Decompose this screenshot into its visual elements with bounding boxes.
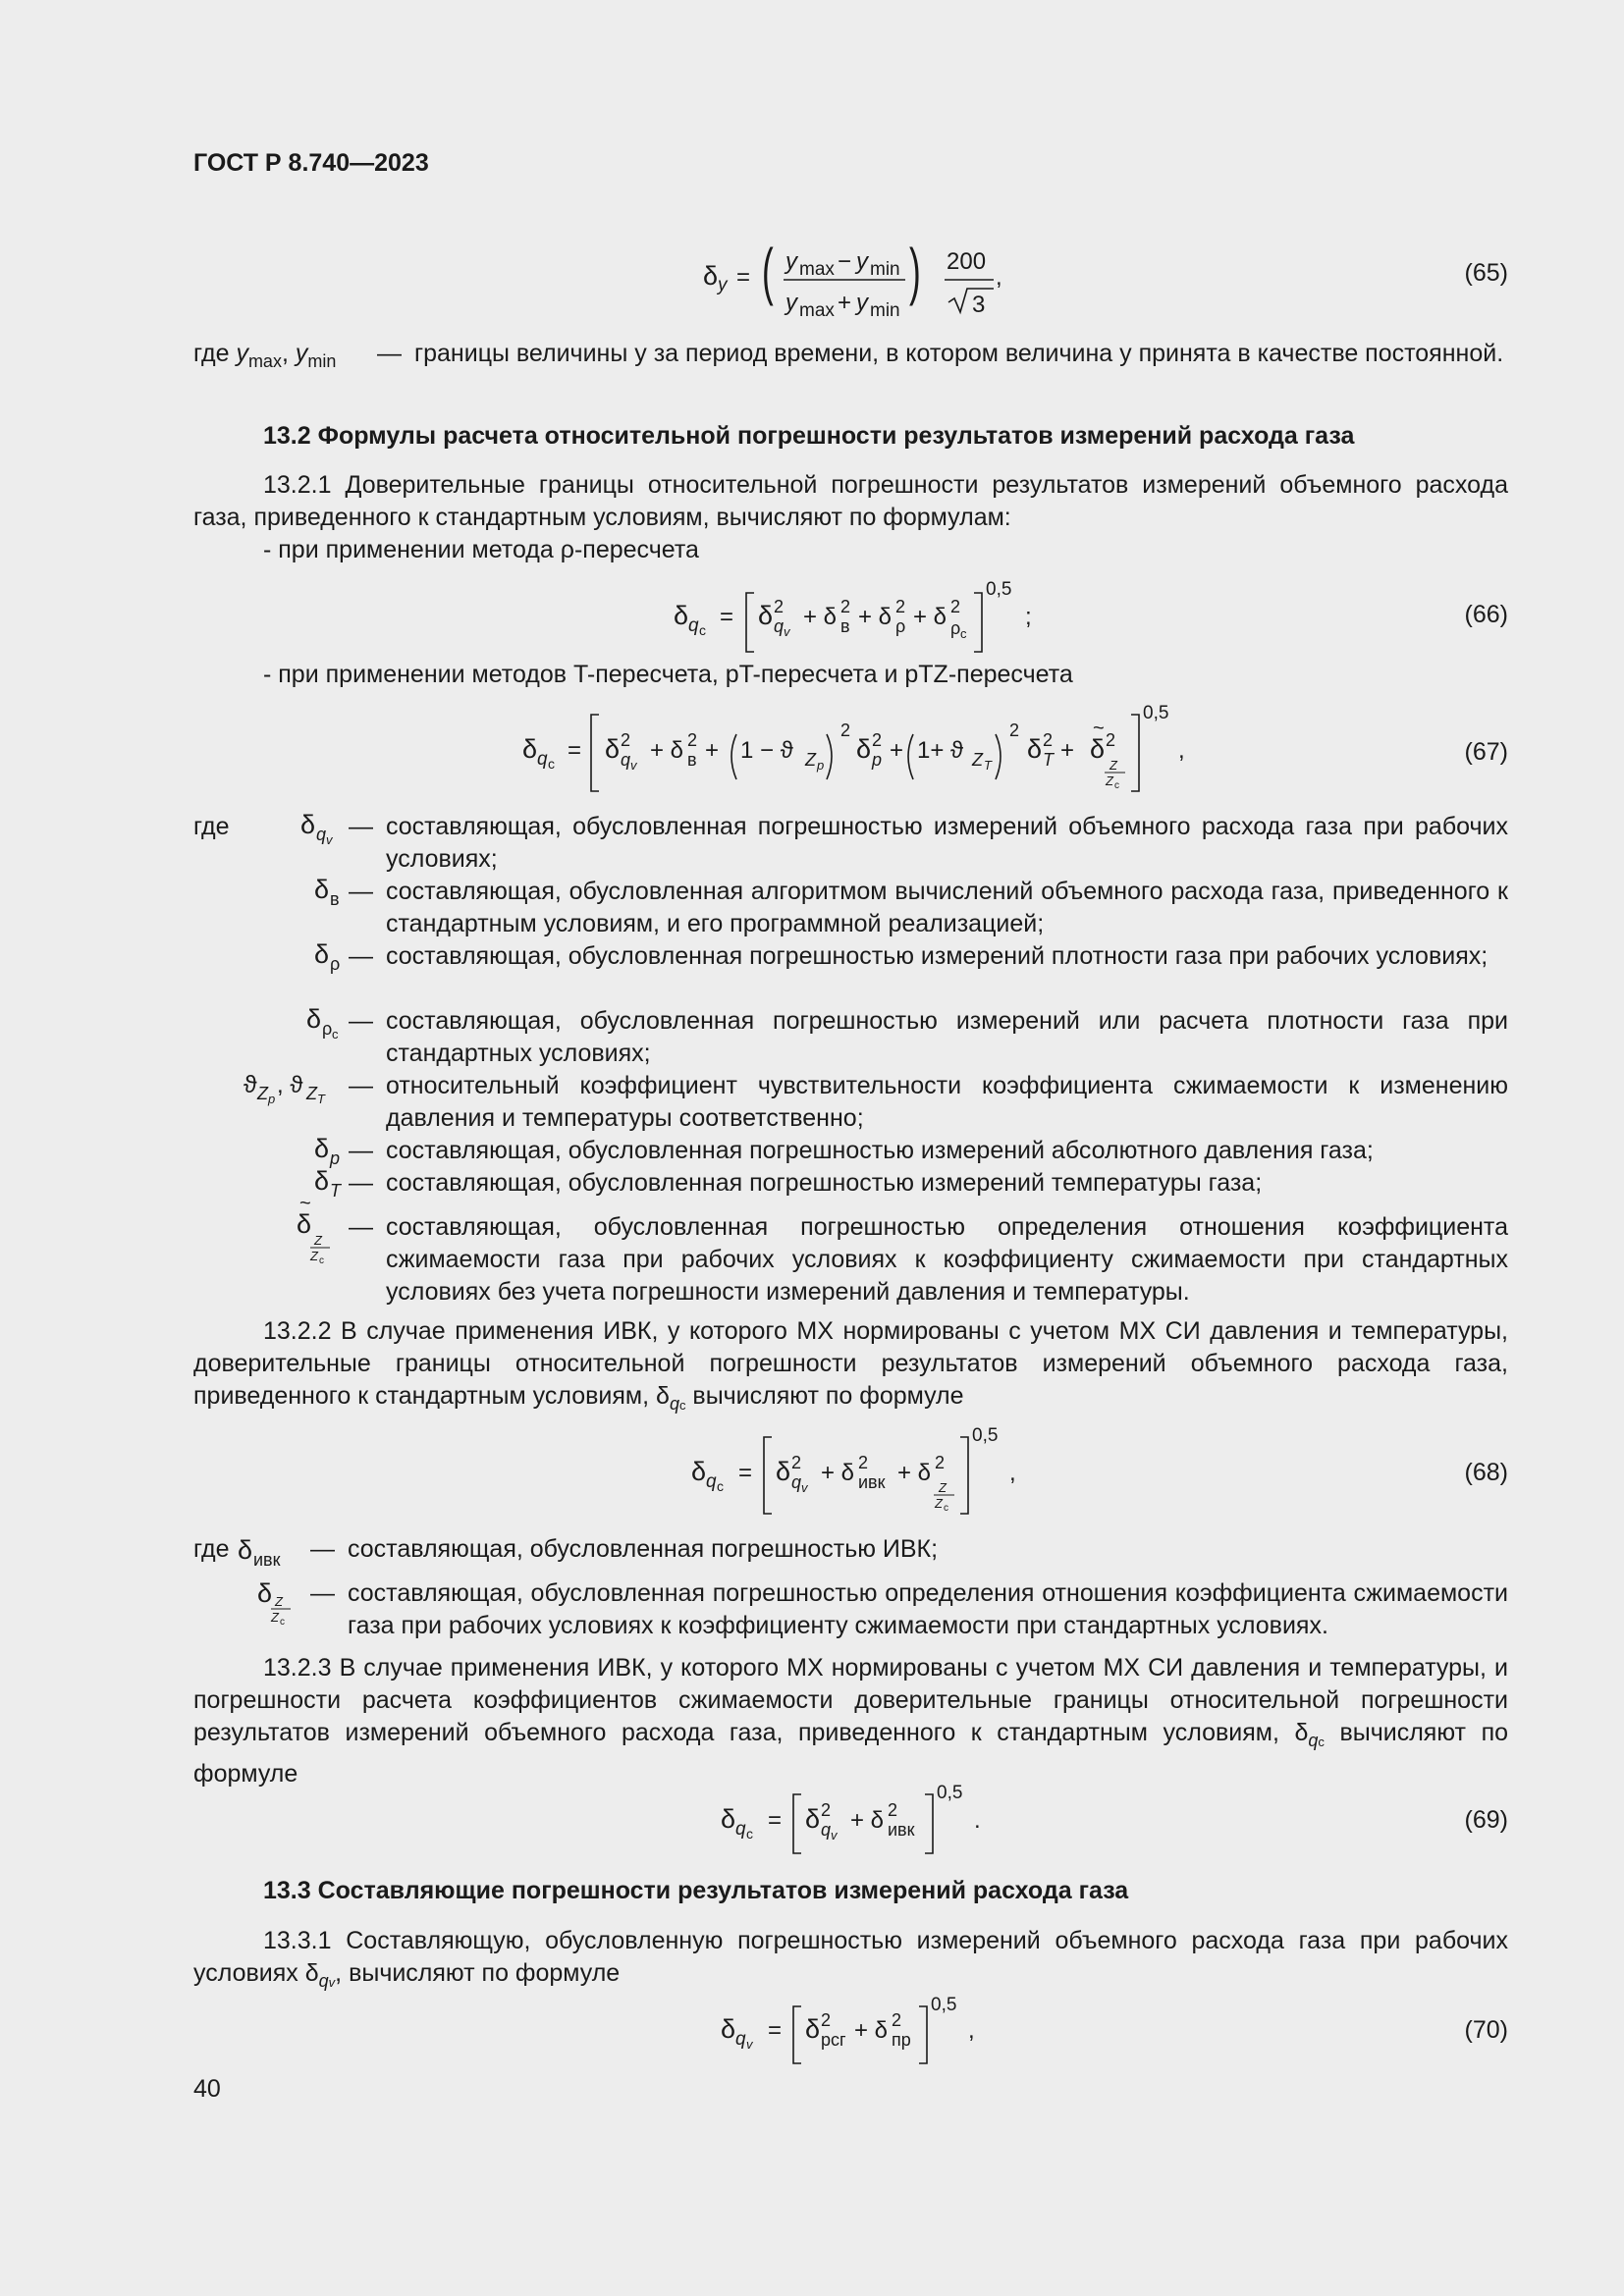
svg-text:=: = [738,1460,753,1486]
svg-text:Z: Z [257,1084,268,1103]
svg-text:q: q [316,825,327,844]
svg-text:δ: δ [703,261,719,291]
ymin-symbol: y [295,340,308,367]
svg-text:3: 3 [972,292,986,318]
eq65-dash: — [377,340,402,367]
svg-text:ρ: ρ [330,954,341,974]
svg-text:y: y [785,290,797,316]
equation-69 [717,1779,1011,1857]
equation-68-number: (68) [1464,1459,1508,1486]
svg-text:δ: δ [306,1004,322,1034]
svg-text:рсг: рсг [821,2030,846,2050]
svg-text:.: . [974,1807,981,1834]
svg-text:2: 2 [1009,721,1020,740]
svg-text:2: 2 [895,597,906,616]
svg-text:δ: δ [805,2014,821,2044]
svg-text:2: 2 [1106,730,1116,750]
svg-text:T: T [317,1092,325,1106]
svg-text:T: T [984,758,992,773]
svg-text:δ: δ [674,601,689,630]
svg-text:q: q [735,2029,746,2050]
svg-text:, ϑ: , ϑ [277,1072,303,1098]
svg-text:δ: δ [314,939,330,969]
svg-text:,: , [1009,1460,1016,1486]
svg-text:ρ: ρ [895,616,906,636]
svg-text:min: min [870,259,900,280]
svg-text:2: 2 [950,597,961,616]
svg-text:Z: Z [935,1496,943,1511]
svg-text:0,5: 0,5 [931,1995,957,2015]
svg-text:ивк: ивк [858,1472,886,1492]
svg-text:δ: δ [257,1578,273,1608]
ymin-subscript: min [307,351,337,371]
legend-where-label: где [193,813,230,840]
svg-text:с: с [548,756,555,772]
svg-text:ρ: ρ [950,618,961,638]
svg-text:1+ ϑ: 1+ ϑ [917,737,964,764]
legend-text-delta-t: составляющая, обусловленная погрешностью измерений температуры газа; [386,1169,1263,1197]
svg-text:+: + [1060,737,1075,764]
legend68-dash-1: — [310,1535,335,1563]
svg-text:v: v [831,1828,838,1842]
symbol-theta-z [244,1071,326,1106]
svg-text:y: y [856,248,868,275]
eq65-description: границы величины y за период времени, в котором величина y принята в качестве постоянной. [414,340,1504,367]
legend-text-delta-p: составляющая, обусловленная погрешностью измерений абсолютного давления газа; [386,1137,1374,1164]
svg-text:q: q [791,1472,802,1492]
svg-text:Z: Z [306,1084,317,1103]
paragraph-13-2-1: 13.2.1 Доверительные границы относительной погрешности результатов измерений объемного расхода газа, приведенного к стандартным условиям, вычисляют по формулам: [193,471,1508,531]
svg-text:+ δ: + δ [650,737,684,764]
svg-text:max: max [799,259,835,280]
svg-text:ϑ: ϑ [244,1071,257,1098]
svg-text:0,5: 0,5 [1143,703,1169,723]
svg-text:=: = [768,2017,783,2044]
equation-70 [717,1989,1011,2067]
svg-text:0,5: 0,5 [937,1783,963,1803]
svg-text:ρ: ρ [322,1019,333,1039]
svg-text:~: ~ [299,1193,311,1214]
svg-text:с: с [280,1617,285,1628]
svg-text:p: p [330,1148,341,1168]
svg-text:δ: δ [805,1804,821,1834]
svg-text:=: = [720,604,734,630]
where-word: где [193,340,237,367]
svg-text:пр: пр [892,2030,911,2050]
svg-text:+: + [890,737,904,764]
svg-text:2: 2 [791,1453,802,1472]
legend68-text-delta-ivk: составляющая, обусловленная погрешностью ИВК; [348,1535,939,1563]
legend68-text-delta-z: составляющая, обусловленная погрешностью определения отношения коэффициента сжимаемости газа при рабочих условиях к коэффициенту сжимаемости при стандартных условиях. [348,1579,1508,1639]
svg-text:Z: Z [972,750,983,770]
svg-text:с: с [699,622,706,638]
legend-text-delta-rho: составляющая, обусловленная погрешностью измерений плотности газа при рабочих условиях; [386,942,1489,970]
svg-text:2: 2 [872,730,883,750]
svg-text:=: = [568,737,582,764]
svg-text:в: в [840,616,850,636]
svg-text:): ) [909,235,921,306]
svg-text:+ δ: + δ [850,1807,885,1834]
svg-text:q: q [774,616,785,636]
svg-text:с: с [332,1027,339,1041]
paragraph-13-3-1-tail: , вычисляют по формуле [335,1959,621,1987]
svg-text:δ: δ [1027,734,1043,764]
svg-text:+ δ: + δ [897,1460,932,1486]
svg-text:min: min [870,300,900,321]
svg-text:200: 200 [947,248,987,275]
svg-text:Z: Z [805,750,816,770]
symbol-delta-v [314,875,340,909]
legend-dash-1: — [349,813,373,840]
svg-text:Z: Z [1106,774,1113,788]
svg-text:δ: δ [314,1134,330,1163]
paragraph-13-2-3-tail: вычисляют по формуле [193,1719,1509,1788]
symbol-delta-ivk [238,1535,281,1570]
svg-text:Z: Z [314,1233,322,1248]
svg-text:+ δ: + δ [854,2017,889,2044]
svg-text:δ: δ [721,1804,736,1834]
svg-text:y: y [718,275,728,295]
legend-text-delta-rho-c: составляющая, обусловленная погрешностью измерений или расчета плотности газа при стандартных условиях; [386,1007,1508,1067]
svg-text:2: 2 [821,1800,832,1820]
svg-text:y: y [856,290,868,316]
paragraph-13-2-3-text: 13.2.3 В случае применения ИВК, у которого МХ нормированы с учетом МХ СИ давления и температуры, и погрешности расчета коэффициентов сжимаемости доверительные границы относительной погрешности результатов измерений объемного расхода газа, приведенного к стандартным условиям, [193,1654,1508,1746]
page-number: 40 [193,2075,221,2103]
paragraph-13-2-2: 13.2.2 В случае применения ИВК, у которого МХ нормированы с учетом МХ СИ давления и температуры, доверительные границы относительной погрешности результатов измерений объемного расхода газа, приведенного к стандартным условиям, $\delta_{qс}$ вычисляют по формуле [193,1317,1508,1414]
ymax-subscript: max [247,351,282,371]
equation-67 [511,701,1198,799]
svg-text:2: 2 [821,2010,832,2030]
equation-65 [687,234,1021,322]
section-13-2-title: 13.2 Формулы расчета относительной погрешности результатов измерений расхода газа [263,422,1355,450]
symbol-delta-rho [314,939,340,974]
svg-text:δ: δ [856,734,872,764]
section-13-3-title: 13.3 Составляющие погрешности результатов измерений расхода газа [263,1877,1129,1904]
svg-text:p: p [268,1092,276,1106]
svg-text:0,5: 0,5 [986,579,1012,600]
svg-text:2: 2 [840,597,851,616]
symbol-separator: , [281,340,296,367]
svg-text:2: 2 [840,721,851,740]
svg-text:1 − ϑ: 1 − ϑ [740,737,793,764]
svg-text:max: max [799,300,835,321]
svg-text:(: ( [762,235,774,306]
svg-text:с: с [944,1503,948,1514]
svg-text:δ: δ [238,1535,253,1565]
svg-text:0,5: 0,5 [972,1425,999,1446]
svg-text:y: y [785,248,797,275]
equation-67-number: (67) [1464,738,1508,766]
svg-text:2: 2 [774,597,785,616]
symbol-delta-z-ratio [297,1193,330,1266]
svg-text:q: q [706,1471,717,1492]
svg-text:~: ~ [1093,718,1105,739]
svg-text:2: 2 [1043,730,1054,750]
svg-text:v: v [784,624,790,639]
symbol-delta-rho-c [306,1004,339,1041]
symbol-delta-qv [300,810,334,847]
svg-text:+ δ: + δ [858,604,893,630]
paragraph-13-2-3: 13.2.3 В случае применения ИВК, у которого МХ нормированы с учетом МХ СИ давления и температуры, и погрешности расчета коэффициентов сжимаемости доверительные границы относительной погрешности результатов измерений объемного расхода газа, приведенного к стандартным условиям, $\delta_{qс}$ вычисляют по формуле [193,1654,1509,1788]
svg-text:δ: δ [522,734,538,764]
svg-text:с: с [960,626,967,641]
svg-text:,: , [968,2017,975,2044]
svg-text:δ: δ [721,2014,736,2044]
svg-text:,: , [1178,737,1185,764]
equation-70-number: (70) [1464,2016,1508,2044]
svg-text:2: 2 [888,1800,898,1820]
svg-text:Z: Z [1110,758,1117,773]
equation-66-number: (66) [1464,601,1508,628]
svg-text:;: ; [1025,604,1032,630]
svg-text:в: в [687,750,697,770]
svg-text:q: q [537,749,548,770]
svg-text:2: 2 [621,730,631,750]
svg-text:=: = [736,264,751,291]
svg-text:v: v [630,758,637,773]
svg-text:v: v [746,2037,753,2052]
svg-text:T: T [1043,750,1054,770]
symbol-delta-z-ratio-68 [257,1578,291,1628]
legend68-where-label: где [193,1535,230,1563]
legend-dash-3: — [349,942,373,970]
svg-text:q: q [821,1820,832,1840]
svg-text:2: 2 [935,1453,946,1472]
svg-text:+: + [705,737,720,764]
svg-text:δ: δ [605,734,621,764]
svg-text:δ: δ [300,810,316,839]
svg-text:с: с [717,1478,724,1494]
equation-68 [687,1423,1041,1522]
symbol-delta-t [314,1166,343,1201]
legend-dash-4: — [349,1007,373,1035]
paragraph-13-3-1-text: 13.3.1 Составляющую, обусловленную погрешностью измерений объемного расхода газа при рабочих условиях [193,1927,1508,1987]
svg-text:2: 2 [892,2010,902,2030]
svg-text:v: v [326,832,333,847]
svg-text:+ δ: + δ [803,604,838,630]
paragraph-13-3-1: 13.3.1 Составляющую, обусловленную погрешностью измерений объемного расхода газа при рабочих условиях $\delta_{qv}$, вычисляют по формуле [193,1927,1508,1991]
equation-69-number: (69) [1464,1806,1508,1834]
svg-text:δ: δ [691,1457,707,1486]
ymax-symbol: y [236,340,248,367]
legend-dash-8: — [349,1213,373,1241]
svg-text:Z: Z [939,1480,947,1495]
svg-text:ивк: ивк [253,1550,281,1570]
svg-text:p: p [872,750,883,770]
svg-text:δ: δ [297,1209,312,1239]
symbol-delta-p [314,1134,340,1168]
t-case-label: - при применении методов T-пересчета, pT-пересчета и pTZ-пересчета [263,661,1073,688]
svg-text:q: q [688,615,699,636]
legend-text-delta-z-ratio: составляющая, обусловленная погрешностью определения отношения коэффициента сжимаемости газа при рабочих условиях к коэффициенту сжимаемости при стандартных условиях без учета погрешности измерений давления и температуры. [386,1213,1508,1306]
svg-text:+ δ: + δ [821,1460,855,1486]
legend-text-delta-qv: составляющая, обусловленная погрешностью измерений объемного расхода газа при рабочих условиях; [386,813,1508,873]
svg-text:=: = [768,1807,783,1834]
equation-65-number: (65) [1464,259,1508,287]
svg-text:δ: δ [1090,734,1106,764]
legend68-dash-2: — [310,1579,335,1607]
legend-dash-2: — [349,878,373,905]
svg-text:−: − [838,248,852,275]
equation-66 [668,575,1060,664]
svg-text:в: в [330,889,340,909]
document-header: ГОСТ Р 8.740—2023 [193,149,429,177]
svg-text:δ: δ [776,1457,791,1486]
svg-text:δ: δ [314,1166,330,1196]
svg-text:с: с [319,1255,324,1266]
svg-text:с: с [746,1826,753,1842]
paragraph-13-2-2-tail: вычисляют по формуле [692,1382,964,1410]
svg-text:q: q [621,750,631,770]
legend-dash-6: — [349,1137,373,1164]
svg-text:+ δ: + δ [913,604,947,630]
svg-text:,: , [996,264,1002,291]
eq65-where [193,338,336,378]
svg-text:+: + [838,290,852,316]
svg-text:v: v [801,1480,808,1495]
svg-text:p: p [817,758,825,773]
svg-text:T: T [330,1181,341,1201]
svg-text:2: 2 [687,730,698,750]
legend-text-delta-v: составляющая, обусловленная алгоритмом вычислений объемного расхода газа, приведенного к стандартным условиям, и его программной реализацией; [386,878,1508,937]
svg-text:Z: Z [271,1610,279,1625]
svg-text:Z: Z [310,1249,318,1263]
svg-text:Z: Z [275,1594,283,1609]
legend-text-theta: относительный коэффициент чувствительности коэффициента сжимаемости к изменению давления и температуры соответственно; [386,1072,1508,1132]
rho-case-label: - при применении метода ρ-пересчета [263,536,699,563]
svg-text:δ: δ [758,601,774,630]
svg-text:2: 2 [858,1453,869,1472]
legend-dash-5: — [349,1072,373,1099]
svg-text:с: с [1114,780,1119,791]
svg-text:q: q [735,1819,746,1840]
svg-text:ивк: ивк [888,1820,915,1840]
paragraph-13-2-2-text: 13.2.2 В случае применения ИВК, у которого МХ нормированы с учетом МХ СИ давления и температуры, доверительные границы относительной погрешности результатов измерений объемного расхода газа, приведенного к стандартным условиям, [193,1317,1508,1410]
legend-dash-7: — [349,1169,373,1197]
svg-text:δ: δ [314,875,330,904]
